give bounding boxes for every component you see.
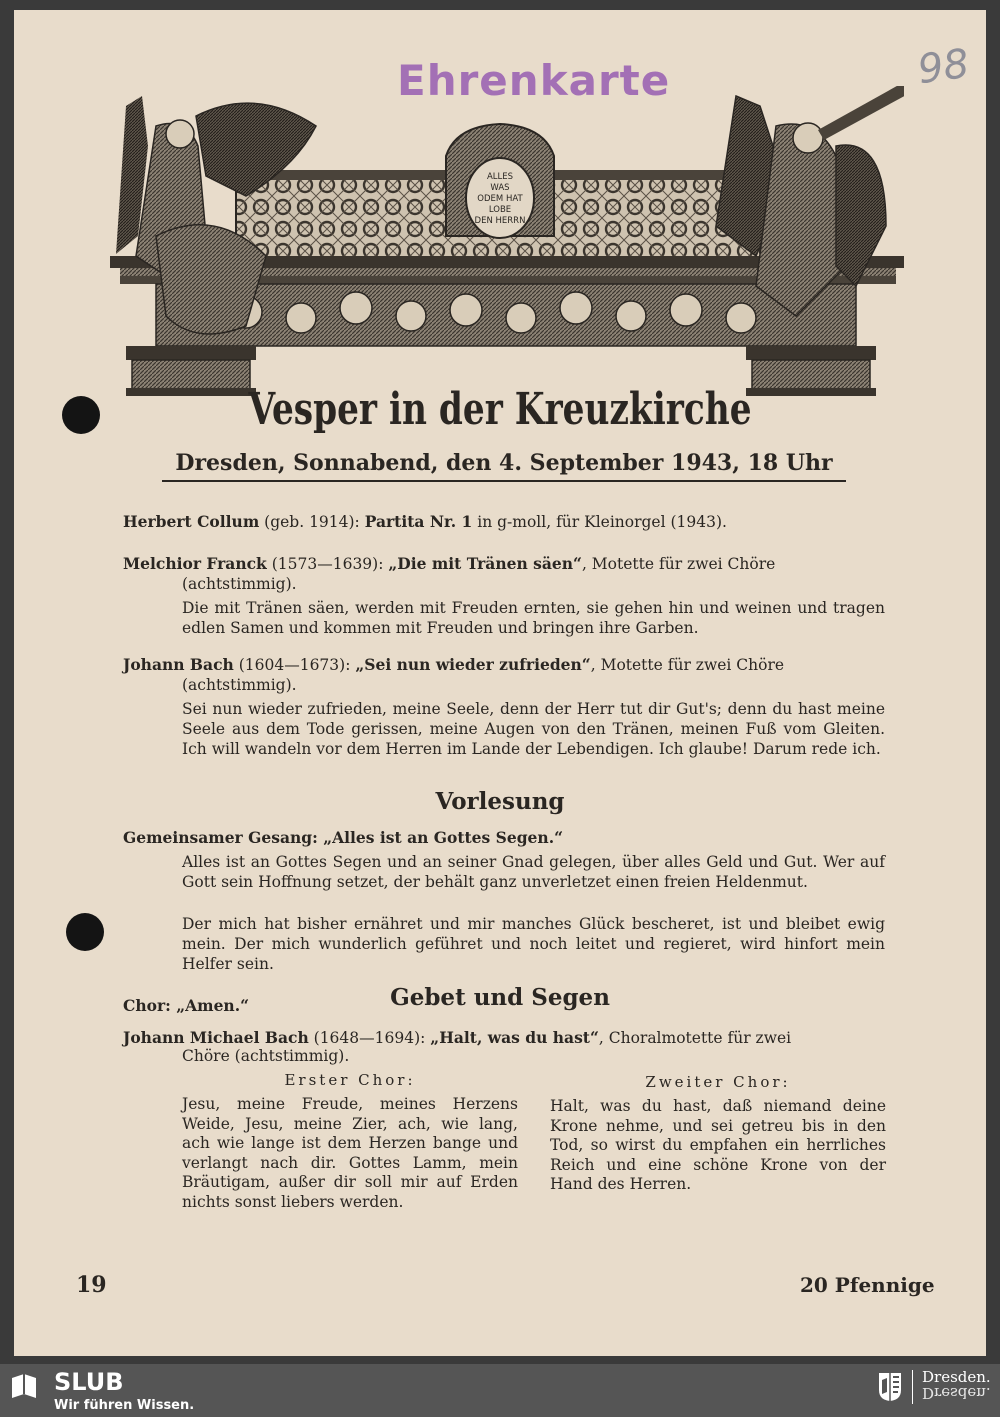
composer-name: Melchior Franck [123,554,267,573]
program-item-collum: Herbert Collum (geb. 1914): Partita Nr. 1 in g-moll, für Kleinorgel (1943). [123,512,727,531]
dresden-crest-icon [878,1372,902,1402]
choir-2-heading: Zweiter Chor: [645,1073,791,1091]
event-date-line: Dresden, Sonnabend, den 4. September 1943, 18 Uhr [162,450,846,482]
slub-name: SLUB [54,1368,124,1396]
program-item-johann-bach: Johann Bach (1604—1673): „Sei nun wieder zufrieden“, Motette für zwei Chöre [123,655,785,674]
punch-hole-bottom [66,913,104,951]
composer-name: Johann Michael Bach [123,1028,309,1047]
motet-text: Die mit Tränen säen, werden mit Freuden ernten, sie gehen hin und weinen und tragen edlen Samen und kommen mit Freuden und bringen ihre Garben. [182,599,885,637]
voicing-note: Chöre (achtstimmig). [182,1047,350,1065]
dresden-logo: Dresden. Dresden. [922,1368,991,1402]
price: 20 Pfennige [800,1273,935,1297]
ehrenkarte-stamp: Ehrenkarte [397,56,671,105]
choir-1-text: Jesu, meine Freude, meines Herzens Weide, Jesu, meine Zier, ach, wie lang, ach wie lange ist dem Herzen bange und verlangt nach dir. Gottes Lamm, mein Bräutigam, außer dir soll mir auf Erden nichts sonst liebers werden. [182,1095,518,1211]
slub-footer-bar [0,1364,1000,1417]
program-sheet [14,10,986,1356]
motet-text: Sei nun wieder zufrieden, meine Seele, denn der Herr tut dir Gut's; denn du hast meine Seele aus dem Tode gerissen, meine Augen von den Tränen, meinen Fuß vom Gleiten. Ich will wandeln vor dem Herren im Lande der Lebendigen. Ich glaube! Darum rede ich. [182,700,885,758]
work-title: „Die mit Tränen säen“ [388,554,582,573]
composer-name: Johann Bach [123,655,234,674]
choir-amen: Chor: „Amen.“ [123,996,250,1015]
voicing-note: (achtstimmig). [182,575,297,593]
choir-1-heading: Erster Chor: [284,1071,416,1089]
slub-tagline: Wir führen Wissen. [54,1398,195,1413]
page-number: 19 [76,1272,107,1298]
work-title: Partita Nr. 1 [364,512,473,531]
slub-book-icon [10,1372,38,1400]
composer-name: Herbert Collum [123,512,260,531]
voicing-note: (achtstimmig). [182,676,297,694]
page-title: Vesper in der Kreuzkirche [248,384,752,435]
plaque-line-3: ODEM HAT [477,194,523,204]
hymn-verse-1: Alles ist an Gottes Segen und an seiner Gnad gelegen, über alles Geld und Gut. Wer auf Gott sein Hoffnung setzet, der behält ganz unverletzet einen freien Heldenmut. [182,853,885,891]
choir-2-text: Halt, was du hast, daß niemand deine Krone nehme, und sei getreu bis in den Tod, so wirst du empfahen ein herrliches Reich und eine schöne Krone von der Hand des Herren. [550,1097,886,1193]
punch-hole-top [62,396,100,434]
section-heading-prayer: Gebet und Segen [390,984,610,1011]
section-heading-reading: Vorlesung [435,788,565,815]
plaque-line-5: DEN HERRN [474,216,526,226]
program-item-franck: Melchior Franck (1573—1639): „Die mit Tränen säen“, Motette für zwei Chöre [123,554,776,573]
organ-gallery-illustration [96,86,904,402]
plaque-line-1: ALLES [486,172,514,182]
logo-divider [912,1370,913,1404]
work-title: „Sei nun wieder zufrieden“ [355,655,591,674]
congregational-hymn-label: Gemeinsamer Gesang: „Alles ist an Gottes Segen.“ [123,828,564,847]
pencil-annotation: 98 [915,40,972,94]
hymn-verse-2: Der mich hat bisher ernähret und mir manches Glück bescheret, ist und bleibet ewig mein. Der mich wunderlich geführet und noch leitet und regieret, wird hinfort mein Helfer sein. [182,915,885,973]
plaque-line-2: WAS [490,183,510,193]
work-title: „Halt, was du hast“ [430,1028,599,1047]
plaque-line-4: LOBE [488,205,512,215]
program-item-johann-michael-bach: Johann Michael Bach (1648—1694): „Halt, was du hast“, Choralmotette für zwei [123,1028,792,1047]
